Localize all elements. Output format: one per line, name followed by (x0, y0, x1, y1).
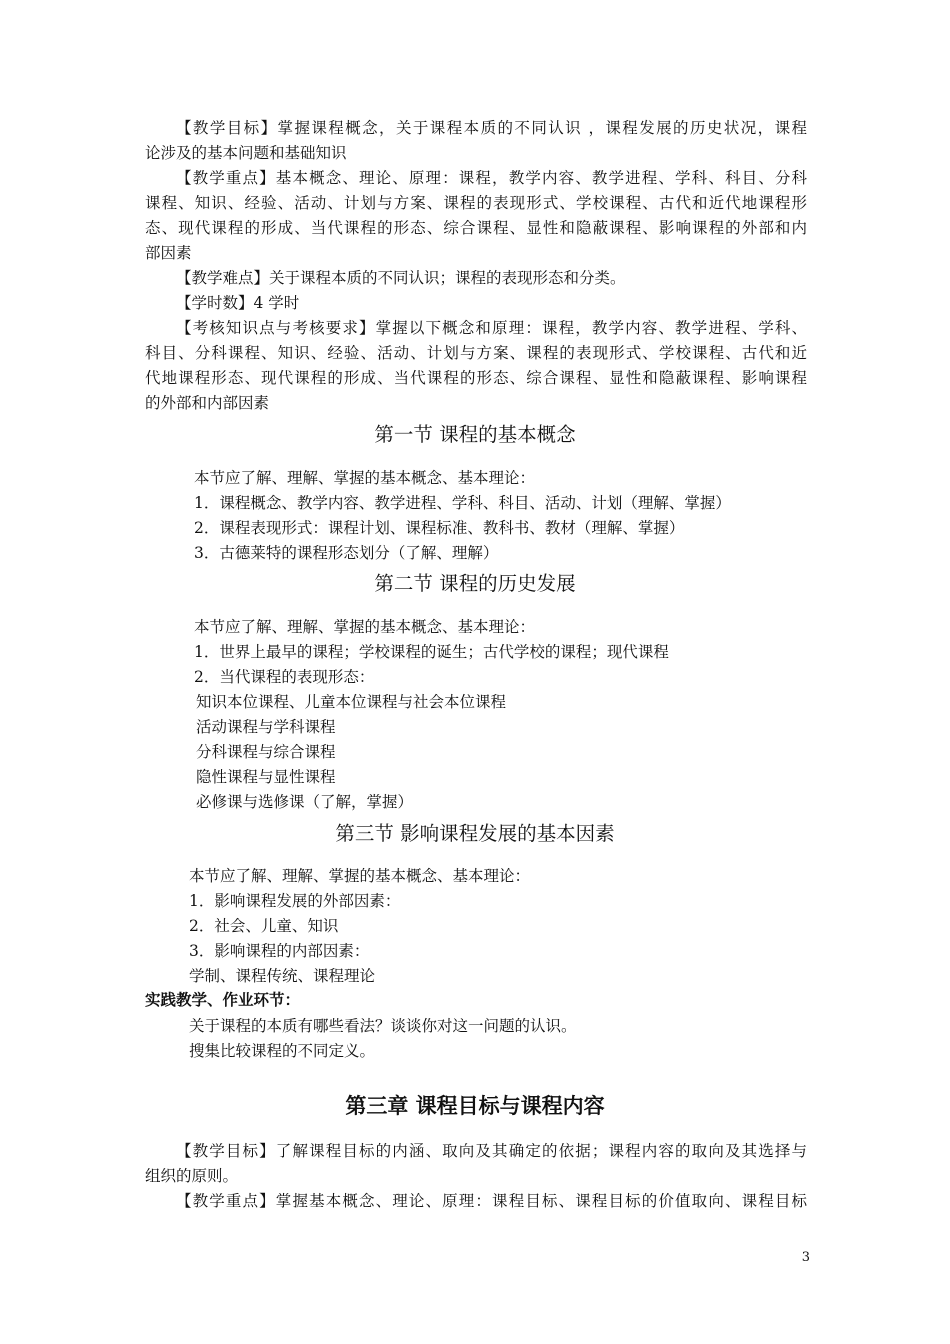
chapter3-goal-line-1: 【教学目标】了解课程目标的内涵、取向及其确定的依据；课程内容的取向及其选择与 (176, 1142, 807, 1160)
section2-item: 本节应了解、理解、掌握的基本概念、基本理论： (194, 618, 536, 636)
teaching-difficulty-line: 【教学难点】关于课程本质的不同认识；课程的表现形态和分类。 (176, 269, 626, 287)
exam-points-line-3: 代地课程形态、现代课程的形成、当代课程的形态、综合课程、显性和隐蔽课程、影响课程 (145, 369, 807, 387)
section1-item: 本节应了解、理解、掌握的基本概念、基本理论： (194, 469, 536, 487)
section1-item: 2．课程表现形式：课程计划、课程标准、教科书、教材（理解、掌握） (194, 519, 685, 537)
chapter3-focus-line-1: 【教学重点】掌握基本概念、理论、原理：课程目标、课程目标的价值取向、课程目标 (176, 1192, 807, 1210)
section2-item: 隐性课程与显性课程 (196, 768, 336, 786)
exam-points-line-2: 科目、分科课程、知识、经验、活动、计划与方案、课程的表现形式、学校课程、古代和近 (145, 344, 807, 362)
practice-heading: 实践教学、作业环节： (145, 991, 301, 1009)
section2-item: 2．当代课程的表现形态： (194, 668, 375, 686)
class-hours-line: 【学时数】4 学时 (176, 294, 300, 312)
section2-title: 第二节 课程的历史发展 (374, 572, 576, 595)
section3-item: 1．影响课程发展的外部因素： (189, 892, 401, 910)
chapter3-goal-line-2: 组织的原则。 (145, 1167, 239, 1185)
section2-item: 分科课程与综合课程 (196, 743, 336, 761)
section2-item: 必修课与选修课（了解，掌握） (196, 793, 414, 811)
section3-title: 第三节 影响课程发展的基本因素 (335, 822, 615, 845)
exam-points-line-1: 【考核知识点与考核要求】掌握以下概念和原理：课程，教学内容、教学进程、学科、 (176, 319, 807, 337)
section3-item: 本节应了解、理解、掌握的基本概念、基本理论： (189, 867, 531, 885)
practice-item: 关于课程的本质有哪些看法？谈谈你对这一问题的认识。 (189, 1017, 577, 1035)
section2-item: 知识本位课程、儿童本位课程与社会本位课程 (196, 693, 507, 711)
page-number: 3 (801, 1250, 810, 1265)
section1-title: 第一节 课程的基本概念 (374, 423, 576, 446)
section1-item: 1．课程概念、教学内容、教学进程、学科、科目、活动、计划（理解、掌握） (194, 494, 731, 512)
teaching-focus-line-2: 课程、知识、经验、活动、计划与方案、课程的表现形式、学校课程、古代和近代地课程形 (145, 194, 807, 212)
chapter3-title: 第三章 课程目标与课程内容 (345, 1094, 605, 1118)
teaching-focus-line-1: 【教学重点】基本概念、理论、原理：课程，教学内容、教学进程、学科、科目、分科 (176, 169, 807, 187)
teaching-goal-line-1: 【教学目标】掌握课程概念，关于课程本质的不同认识 ，课程发展的历史状况，课程 (176, 119, 807, 137)
section2-item: 活动课程与学科课程 (196, 718, 336, 736)
exam-points-line-4: 的外部和内部因素 (145, 394, 270, 412)
section3-item: 3．影响课程的内部因素： (189, 942, 370, 960)
section1-item: 3．古德莱特的课程形态划分（了解、理解） (194, 544, 499, 562)
section2-item: 1．世界上最早的课程；学校课程的诞生；古代学校的课程；现代课程 (194, 643, 669, 661)
teaching-focus-line-4: 部因素 (145, 244, 192, 262)
section3-item: 2．社会、儿童、知识 (189, 917, 339, 935)
teaching-goal-line-2: 论涉及的基本问题和基础知识 (145, 144, 347, 162)
teaching-focus-line-3: 态、现代课程的形成、当代课程的形态、综合课程、显性和隐蔽课程、影响课程的外部和内 (145, 219, 807, 237)
practice-item: 搜集比较课程的不同定义。 (189, 1042, 376, 1060)
section3-item: 学制、课程传统、课程理论 (189, 967, 376, 985)
